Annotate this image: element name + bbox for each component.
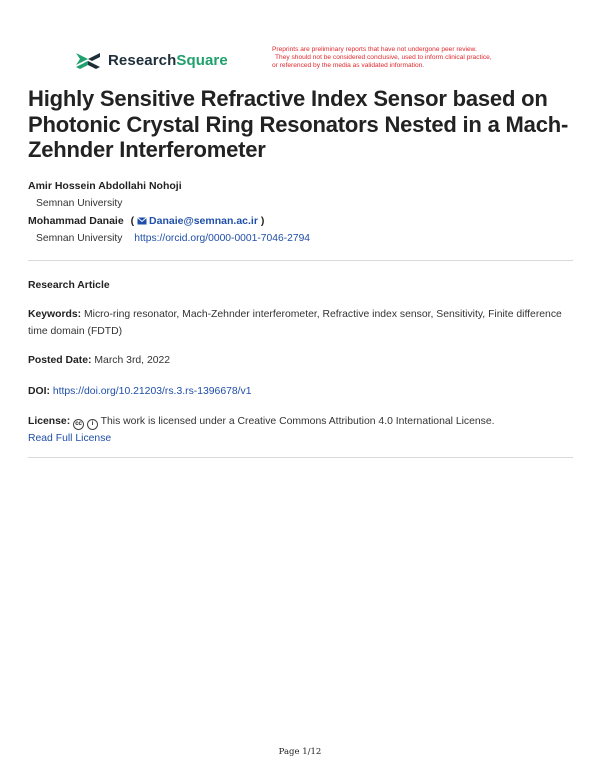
email-close: )	[260, 215, 265, 227]
license-text: This work is licensed under a Creative Commons Attribution 4.0 International License.	[100, 416, 495, 427]
envelope-icon	[137, 217, 147, 225]
author-affiliation: Semnan University	[36, 233, 123, 244]
author-name: Amir Hossein Abdollahi Nohoji	[28, 180, 182, 192]
author-name: Mohammad Danaie	[28, 215, 124, 227]
license	[28, 414, 573, 447]
author-affiliation-row	[36, 233, 310, 244]
orcid-link[interactable]: https://orcid.org/0000-0001-7046-2794	[134, 233, 311, 244]
doi	[28, 384, 573, 401]
research-square-logo[interactable]	[74, 46, 228, 74]
disclaimer-line: or referenced by the media as validated information.	[272, 62, 425, 70]
doi-label: DOI:	[28, 386, 50, 397]
license-label: License:	[28, 416, 71, 427]
divider	[28, 457, 573, 458]
author-affiliation: Semnan University	[36, 198, 123, 209]
posted-date-value: March 3rd, 2022	[94, 355, 171, 366]
keywords-label: Keywords:	[28, 309, 82, 320]
author-name-row	[28, 215, 264, 227]
preprint-disclaimer	[272, 46, 552, 71]
read-full-license-link[interactable]: Read Full License	[28, 432, 112, 444]
page-number: Page 1/12	[278, 747, 322, 757]
keywords	[28, 307, 573, 340]
paper-title: Highly Sensitive Refractive Index Sensor based on Photonic Crystal Ring Resonators Nested in a Mach-Zehnder Interferometer	[28, 86, 569, 162]
disclaimer-line: Preprints are preliminary reports that have not undergone peer review.	[272, 46, 477, 53]
posted-date-label: Posted Date:	[28, 355, 92, 366]
disclaimer-line: They should not be considered conclusive, used to inform clinical practice,	[275, 54, 492, 62]
brand-name	[108, 52, 228, 69]
creative-commons-icon: cc	[73, 419, 84, 430]
keywords-value: Micro-ring resonator, Mach-Zehnder interferometer, Refractive index sensor, Sensitivity, Finite difference time domain (FDTD)	[28, 309, 562, 337]
doi-link[interactable]: https://doi.org/10.21203/rs.3.rs-1396678/v1	[52, 386, 252, 397]
article-type-label: Research Article	[28, 280, 110, 291]
article-type	[28, 278, 573, 295]
author-email-link[interactable]: Danaie@semnan.ac.ir	[149, 215, 258, 227]
brand-square: Square	[176, 51, 228, 69]
attribution-icon: i	[87, 419, 98, 430]
posted-date	[28, 353, 573, 370]
divider	[28, 260, 573, 261]
header	[74, 46, 554, 76]
research-square-logo-icon	[74, 48, 102, 72]
email-open: (	[130, 215, 135, 227]
brand-research: Research	[108, 51, 177, 69]
